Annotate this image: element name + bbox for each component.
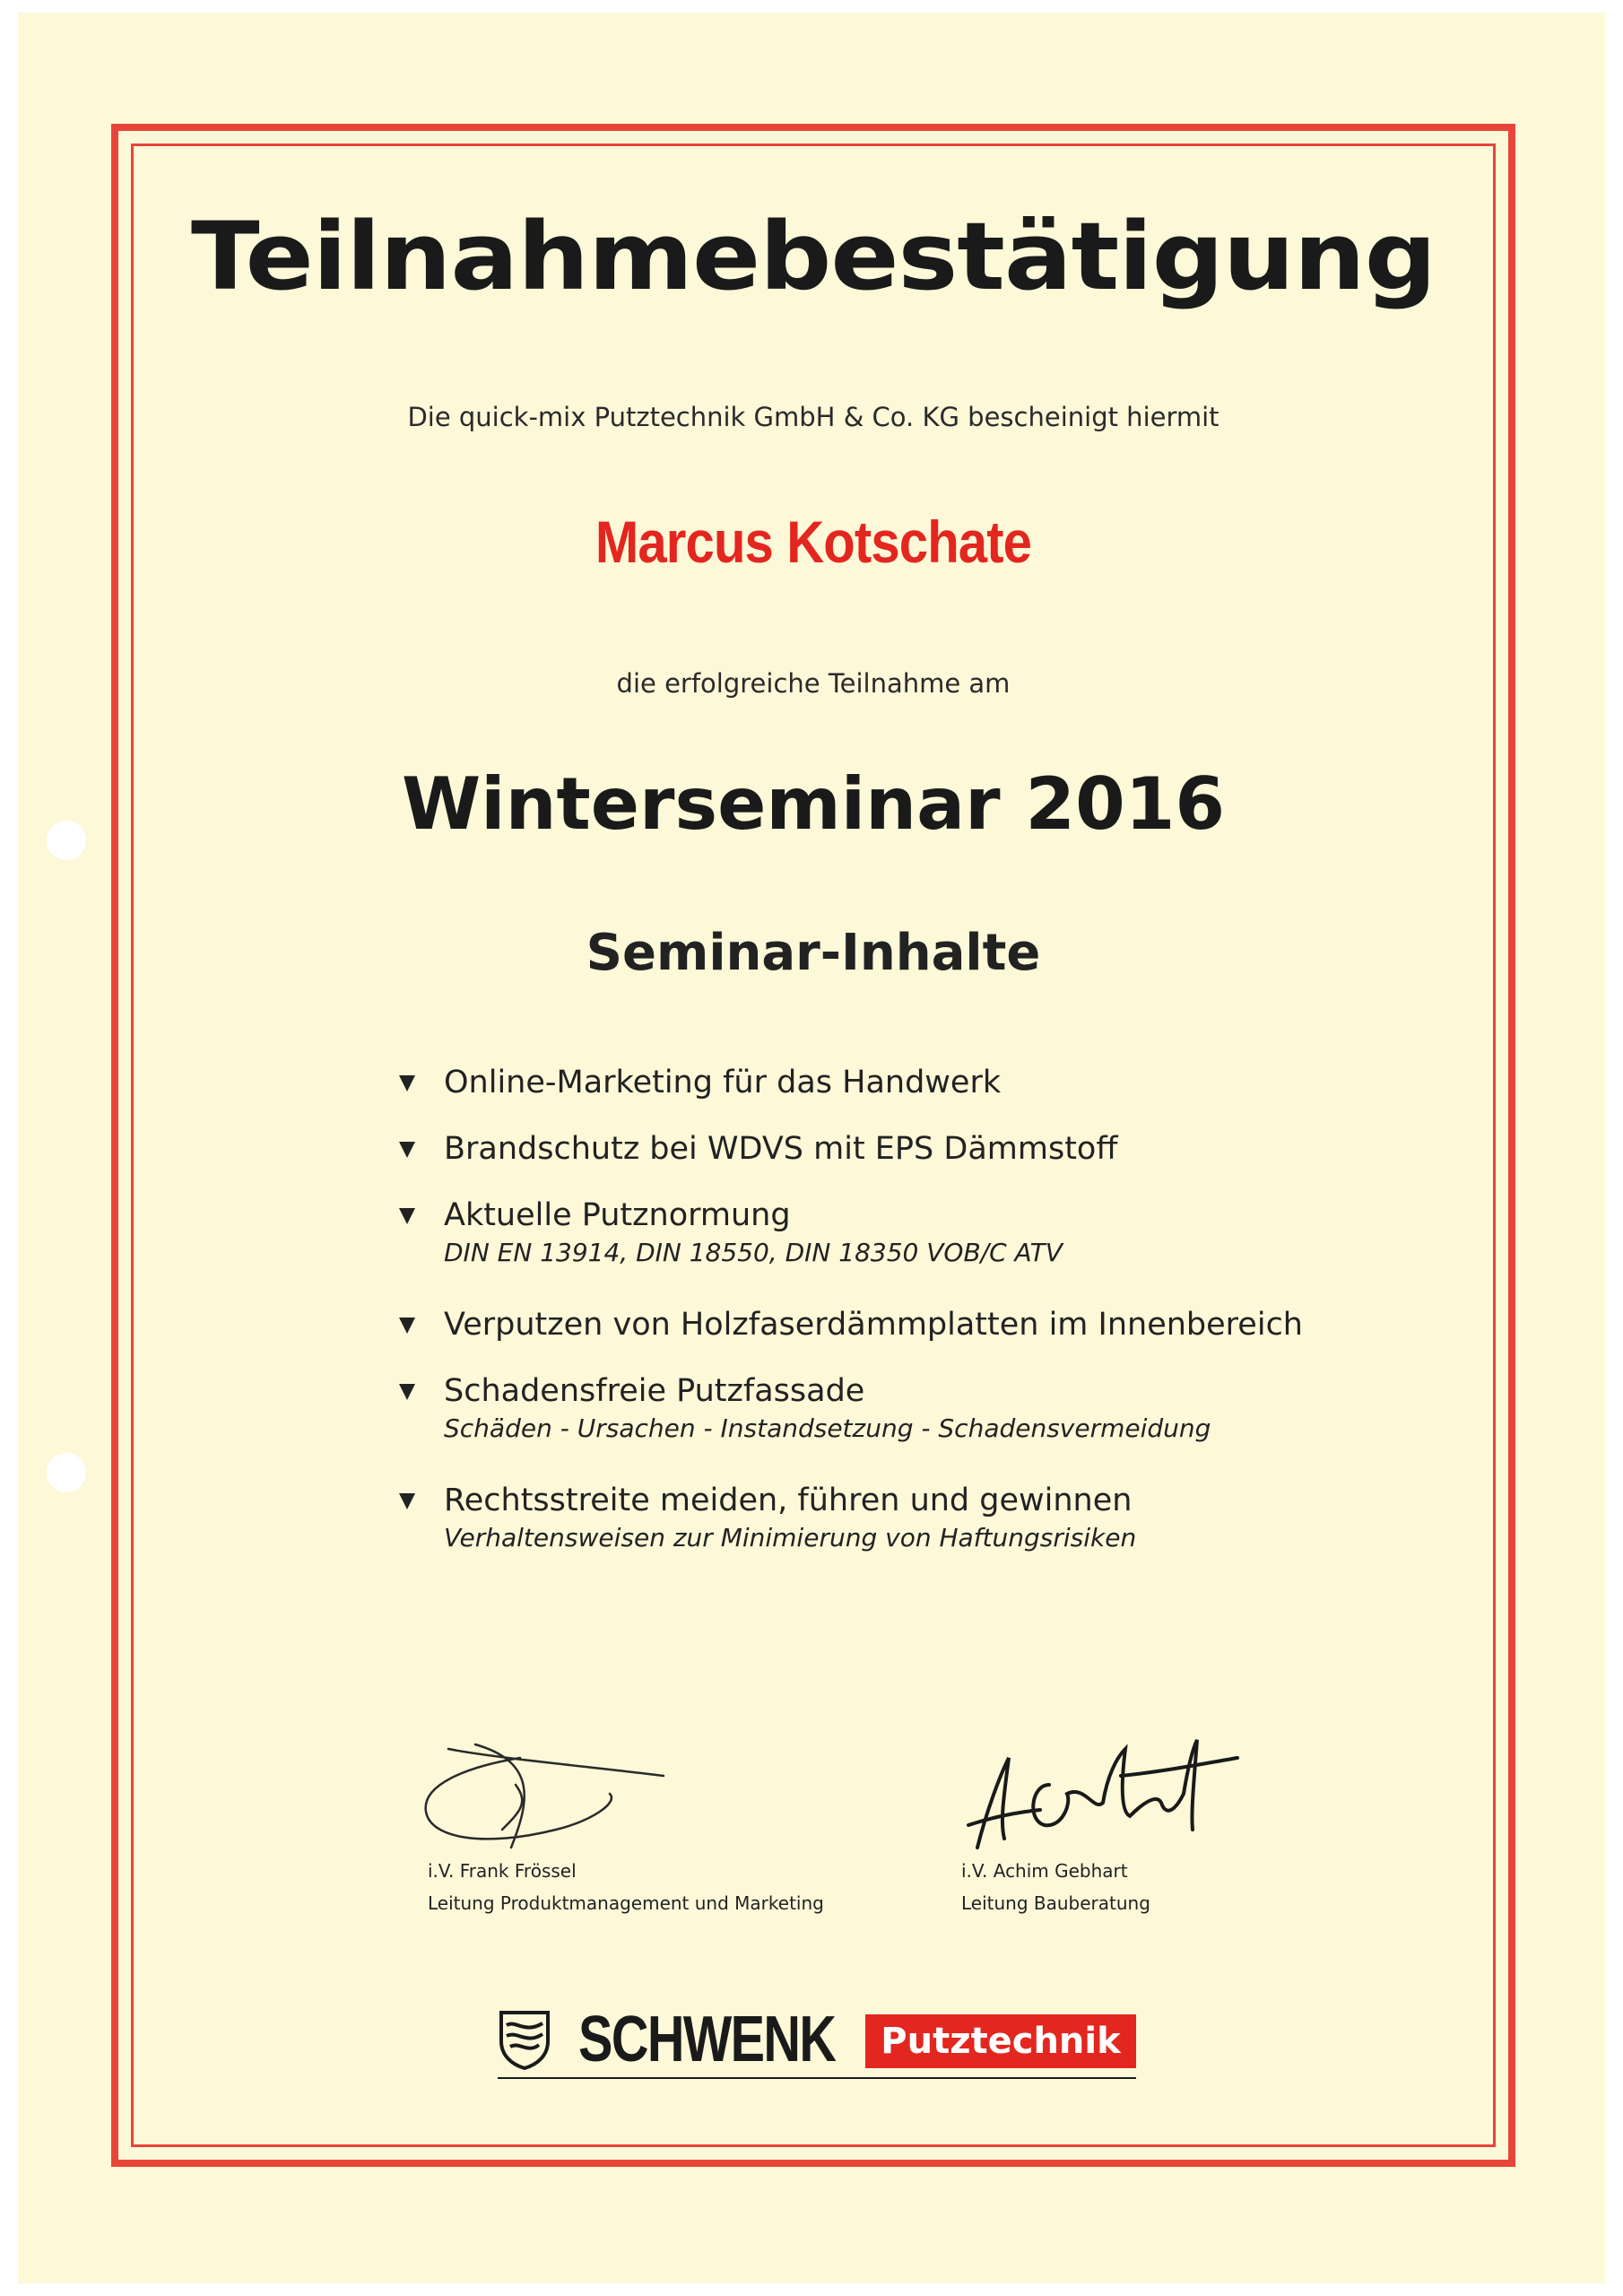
list-item xyxy=(399,1305,1430,1344)
topic-label: Online-Marketing für das Handwerk xyxy=(444,1065,1002,1100)
bullet-icon xyxy=(399,1493,415,1509)
bullet-icon xyxy=(399,1075,415,1091)
signatory-right xyxy=(961,1855,1150,1919)
participation-statement: die erfolgreiche Teilnahme am xyxy=(616,668,1011,699)
topic-detail: Verhaltensweisen zur Minimierung von Haftungsrisiken xyxy=(444,1523,1137,1552)
topic-label: Schadensfreie Putzfassade xyxy=(444,1373,865,1409)
signatory-left xyxy=(428,1855,824,1919)
list-item xyxy=(399,1196,1430,1271)
topic-label: Aktuelle Putznormung xyxy=(444,1197,791,1233)
punch-hole xyxy=(47,1453,86,1492)
participant-name: Marcus Kotschate xyxy=(595,509,1032,575)
signatory-name: i.V. Frank Frössel xyxy=(428,1860,577,1882)
seminar-name: Winterseminar 2016 xyxy=(401,762,1226,846)
topic-label: Rechtsstreite meiden, führen und gewinnen xyxy=(444,1483,1133,1518)
logo-brand: SCHWENK xyxy=(578,2004,836,2075)
bullet-icon xyxy=(399,1318,415,1334)
signatory-name: i.V. Achim Gebhart xyxy=(961,1860,1128,1882)
signatory-role: Leitung Produktmanagement und Marketing xyxy=(428,1892,824,1914)
signature-achim-gebhart xyxy=(950,1731,1246,1874)
topic-list xyxy=(399,1063,1430,1556)
list-item xyxy=(399,1129,1430,1169)
list-item xyxy=(399,1481,1430,1556)
logo-division: Putztechnik xyxy=(865,2014,1136,2068)
topic-label: Brandschutz bei WDVS mit EPS Dämmstoff xyxy=(444,1131,1118,1167)
content-heading: Seminar-Inhalte xyxy=(586,924,1041,982)
issuer-statement: Die quick-mix Putztechnik GmbH & Co. KG bescheinigt hiermit xyxy=(407,402,1219,432)
topic-label: Verputzen von Holzfaserdämmplatten im Innenbereich xyxy=(444,1307,1303,1343)
list-item xyxy=(399,1371,1430,1447)
list-item xyxy=(399,1063,1430,1102)
certificate-title: Teilnahmebestätigung xyxy=(190,202,1436,311)
signature-frank-froessel xyxy=(412,1731,681,1874)
topic-detail: Schäden - Ursachen - Instandsetzung - Schadensvermeidung xyxy=(444,1413,1211,1443)
logo-underline xyxy=(498,2077,1136,2079)
crest-icon xyxy=(498,2007,551,2070)
punch-hole xyxy=(47,821,86,860)
signatory-role: Leitung Bauberatung xyxy=(961,1892,1150,1914)
bullet-icon xyxy=(399,1208,415,1224)
schwenk-logo xyxy=(498,2004,1136,2075)
topic-detail: DIN EN 13914, DIN 18550, DIN 18350 VOB/C ATV xyxy=(444,1238,1063,1267)
bullet-icon xyxy=(399,1384,415,1400)
bullet-icon xyxy=(399,1142,415,1158)
